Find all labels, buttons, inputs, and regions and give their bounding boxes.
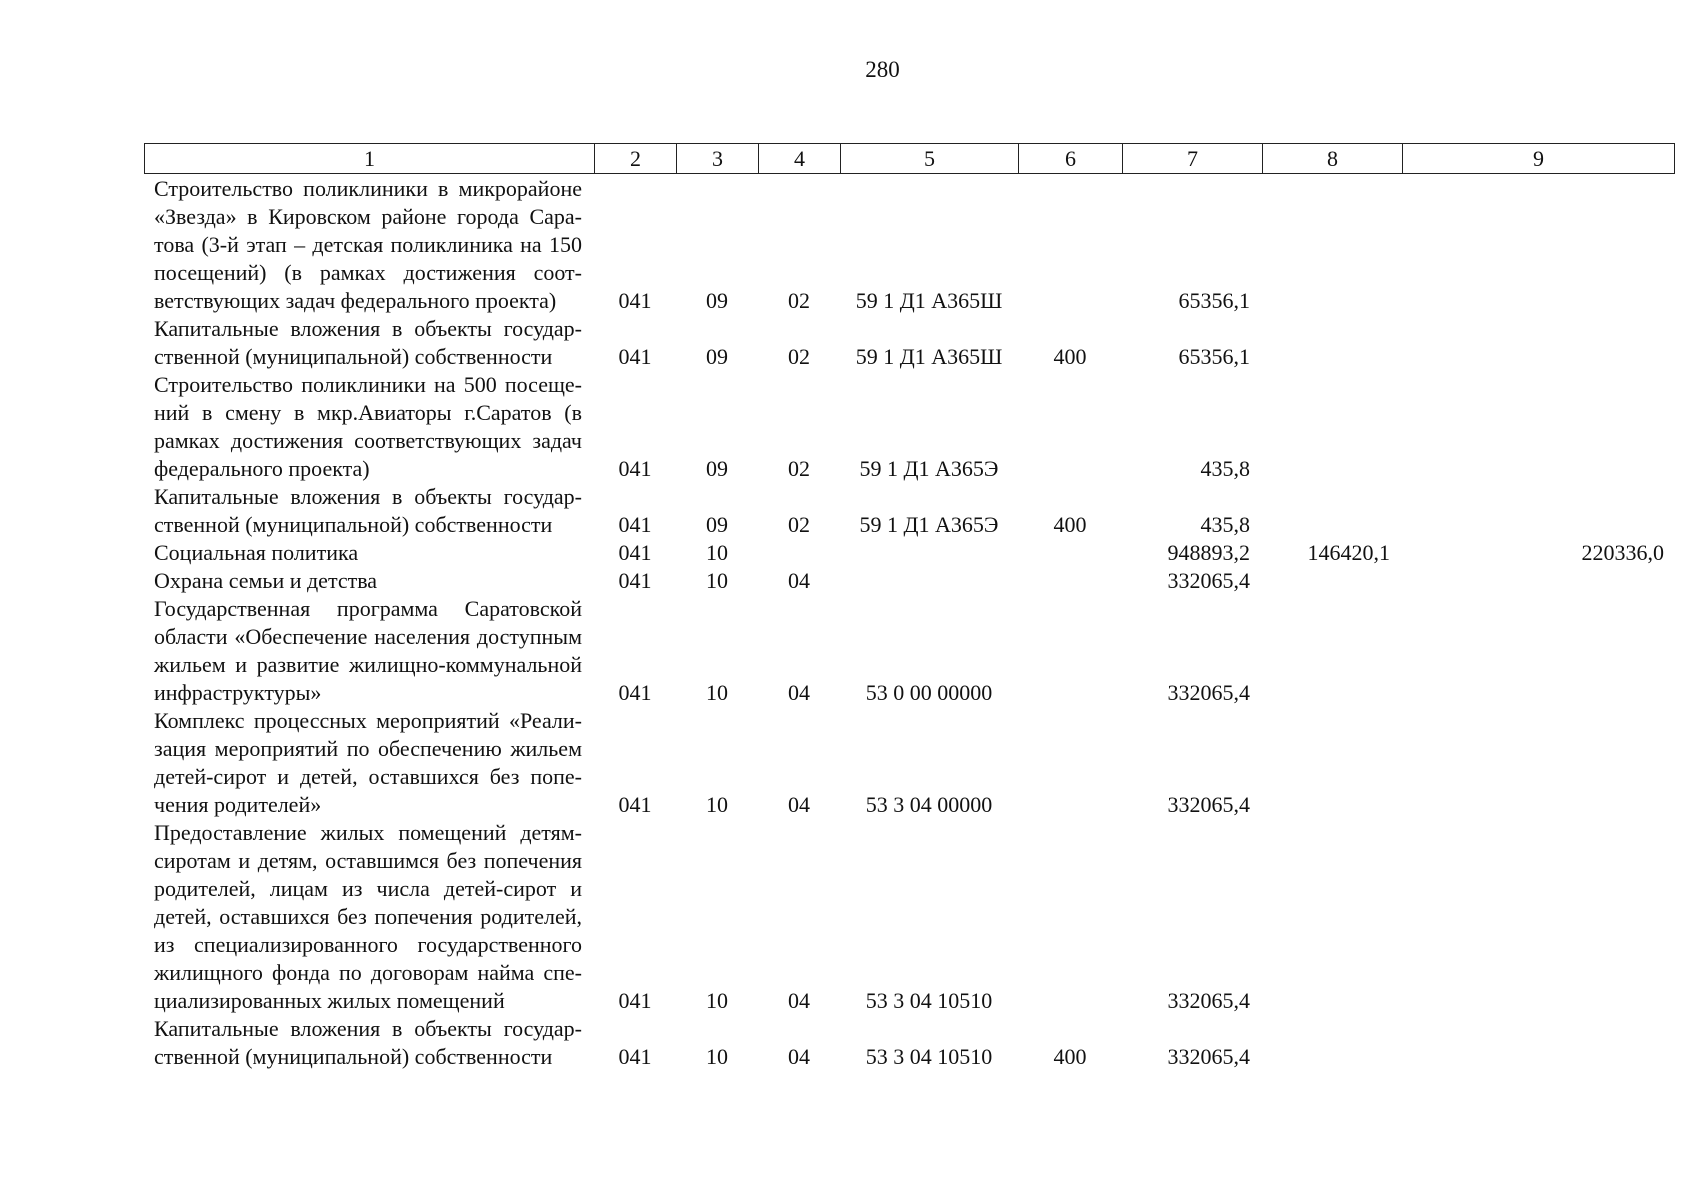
column-header-1: 1 [145,144,595,174]
cell-amount-9 [1402,483,1674,539]
cell-amount-8 [1262,483,1402,539]
cell-amount-7: 332065,4 [1167,1044,1250,1069]
cell-amount-7: 332065,4 [1167,680,1250,705]
cell-amount-8 [1262,595,1402,707]
cell-amount-8 [1262,315,1402,371]
table-row [144,371,1674,483]
cell-amount-7: 332065,4 [1167,568,1250,593]
row-name: Капитальные вложения в объекты государственной (муниципальной) собственности [154,484,582,537]
cell-admin-code: 041 [618,288,652,313]
cell-amount-7: 332065,4 [1167,792,1250,817]
cell-section: 10 [706,540,728,565]
cell-target-article [840,539,1018,567]
cell-admin-code: 041 [618,1044,652,1069]
table-row [144,539,1674,567]
cell-admin-code: 041 [618,344,652,369]
cell-amount-7: 332065,4 [1167,988,1250,1013]
column-header-5: 5 [841,144,1019,174]
column-header-4: 4 [759,144,841,174]
column-header-9: 9 [1403,144,1675,174]
cell-section: 09 [706,288,728,313]
row-name: Охрана семьи и детства [154,568,378,593]
cell-amount-8: 146420,1 [1307,540,1390,565]
row-name: Государственная программа Саратовской области «Обеспечение населения доступным жильем и развитие жилищно-коммунальной инфраструктуры» [154,596,582,705]
cell-admin-code: 041 [618,456,652,481]
cell-amount-7: 435,8 [1200,456,1250,481]
cell-amount-7: 948893,2 [1167,540,1250,565]
cell-target-article: 53 3 04 10510 [865,988,993,1013]
cell-target-article: 59 1 Д1 А365Ш [855,288,1003,313]
table-row [144,175,1674,315]
cell-amount-8 [1262,819,1402,1015]
cell-expense-type [1018,819,1122,1015]
cell-section: 10 [706,680,728,705]
row-name: Строительство поликлиники на 500 посещений в смену в мкр.Авиаторы г.Саратов (в рамках достижения соответствующих задач федерального проекта) [154,372,582,481]
row-name: Капитальные вложения в объекты государственной (муниципальной) собственности [154,316,582,369]
cell-section: 10 [706,1044,728,1069]
cell-subsection: 04 [788,1044,810,1069]
cell-section: 10 [706,988,728,1013]
cell-admin-code: 041 [618,792,652,817]
cell-expense-type: 400 [1053,512,1087,537]
cell-expense-type [1018,707,1122,819]
cell-section: 10 [706,792,728,817]
cell-expense-type [1018,595,1122,707]
cell-amount-8 [1262,175,1402,315]
cell-admin-code: 041 [618,568,652,593]
cell-target-article: 59 1 Д1 А365Ш [855,344,1003,369]
cell-target-article: 53 3 04 10510 [865,1044,993,1069]
cell-subsection: 02 [788,512,810,537]
cell-amount-9 [1402,315,1674,371]
cell-target-article: 53 3 04 00000 [865,792,993,817]
cell-subsection: 02 [788,456,810,481]
table-row [144,315,1674,371]
page-number: 280 [865,57,900,82]
cell-amount-8 [1262,1015,1402,1071]
cell-amount-8 [1262,567,1402,595]
cell-section: 10 [706,568,728,593]
cell-amount-9 [1402,371,1674,483]
cell-amount-9: 220336,0 [1581,540,1664,565]
column-header-table [144,143,1675,174]
cell-amount-9 [1402,175,1674,315]
table-row [144,483,1674,539]
cell-amount-9 [1402,595,1674,707]
cell-expense-type [1018,175,1122,315]
cell-section: 09 [706,344,728,369]
cell-target-article: 53 0 00 00000 [865,680,993,705]
cell-subsection: 04 [788,792,810,817]
cell-amount-8 [1262,707,1402,819]
cell-amount-9 [1402,819,1674,1015]
cell-subsection: 04 [788,568,810,593]
cell-expense-type [1018,539,1122,567]
row-name: Социальная политика [154,540,359,565]
column-header-2: 2 [595,144,677,174]
cell-section: 09 [706,456,728,481]
column-header-3: 3 [677,144,759,174]
cell-target-article: 59 1 Д1 А365Э [859,512,999,537]
cell-section: 09 [706,512,728,537]
cell-subsection: 02 [788,288,810,313]
cell-amount-9 [1402,707,1674,819]
cell-subsection: 04 [788,988,810,1013]
cell-subsection [758,539,840,567]
header-row [145,144,1675,174]
cell-amount-9 [1402,567,1674,595]
cell-expense-type [1018,371,1122,483]
column-header-6: 6 [1019,144,1123,174]
budget-table [144,175,1674,1071]
cell-amount-9 [1402,1015,1674,1071]
cell-amount-7: 65356,1 [1178,288,1250,313]
cell-subsection: 04 [788,680,810,705]
table-row [144,819,1674,1015]
row-name: Капитальные вложения в объекты государственной (муниципальной) собственности [154,1016,582,1069]
cell-admin-code: 041 [618,540,652,565]
cell-amount-7: 435,8 [1200,512,1250,537]
cell-expense-type [1018,567,1122,595]
cell-expense-type: 400 [1053,1044,1087,1069]
cell-target-article [840,567,1018,595]
table-row [144,1015,1674,1071]
table-row [144,707,1674,819]
cell-target-article: 59 1 Д1 А365Э [859,456,999,481]
row-name: Строительство поликлиники в микрорайоне «Звезда» в Кировском районе города Саратова (3-й этап – детская поликлиника на 150 посещений) (в рамках достижения соответствующих задач федерального проекта) [154,176,582,313]
cell-admin-code: 041 [618,512,652,537]
column-header-7: 7 [1123,144,1263,174]
table-row [144,595,1674,707]
row-name: Предоставление жилых помещений детям-сиротам и детям, оставшимся без попечения родителей, лицам из числа детей-сирот и детей, оставшихся без попечения родителей, из специализированного государственного жилищного фонда по договорам найма специализированных жилых помещений [154,820,582,1013]
cell-expense-type: 400 [1053,344,1087,369]
cell-admin-code: 041 [618,988,652,1013]
cell-subsection: 02 [788,344,810,369]
cell-amount-8 [1262,371,1402,483]
column-header-8: 8 [1263,144,1403,174]
row-name: Комплекс процессных мероприятий «Реализация мероприятий по обеспечению жильем детей-сирот и детей, оставшихся без попечения родителей» [154,708,582,817]
cell-admin-code: 041 [618,680,652,705]
cell-amount-7: 65356,1 [1178,344,1250,369]
table-row [144,567,1674,595]
